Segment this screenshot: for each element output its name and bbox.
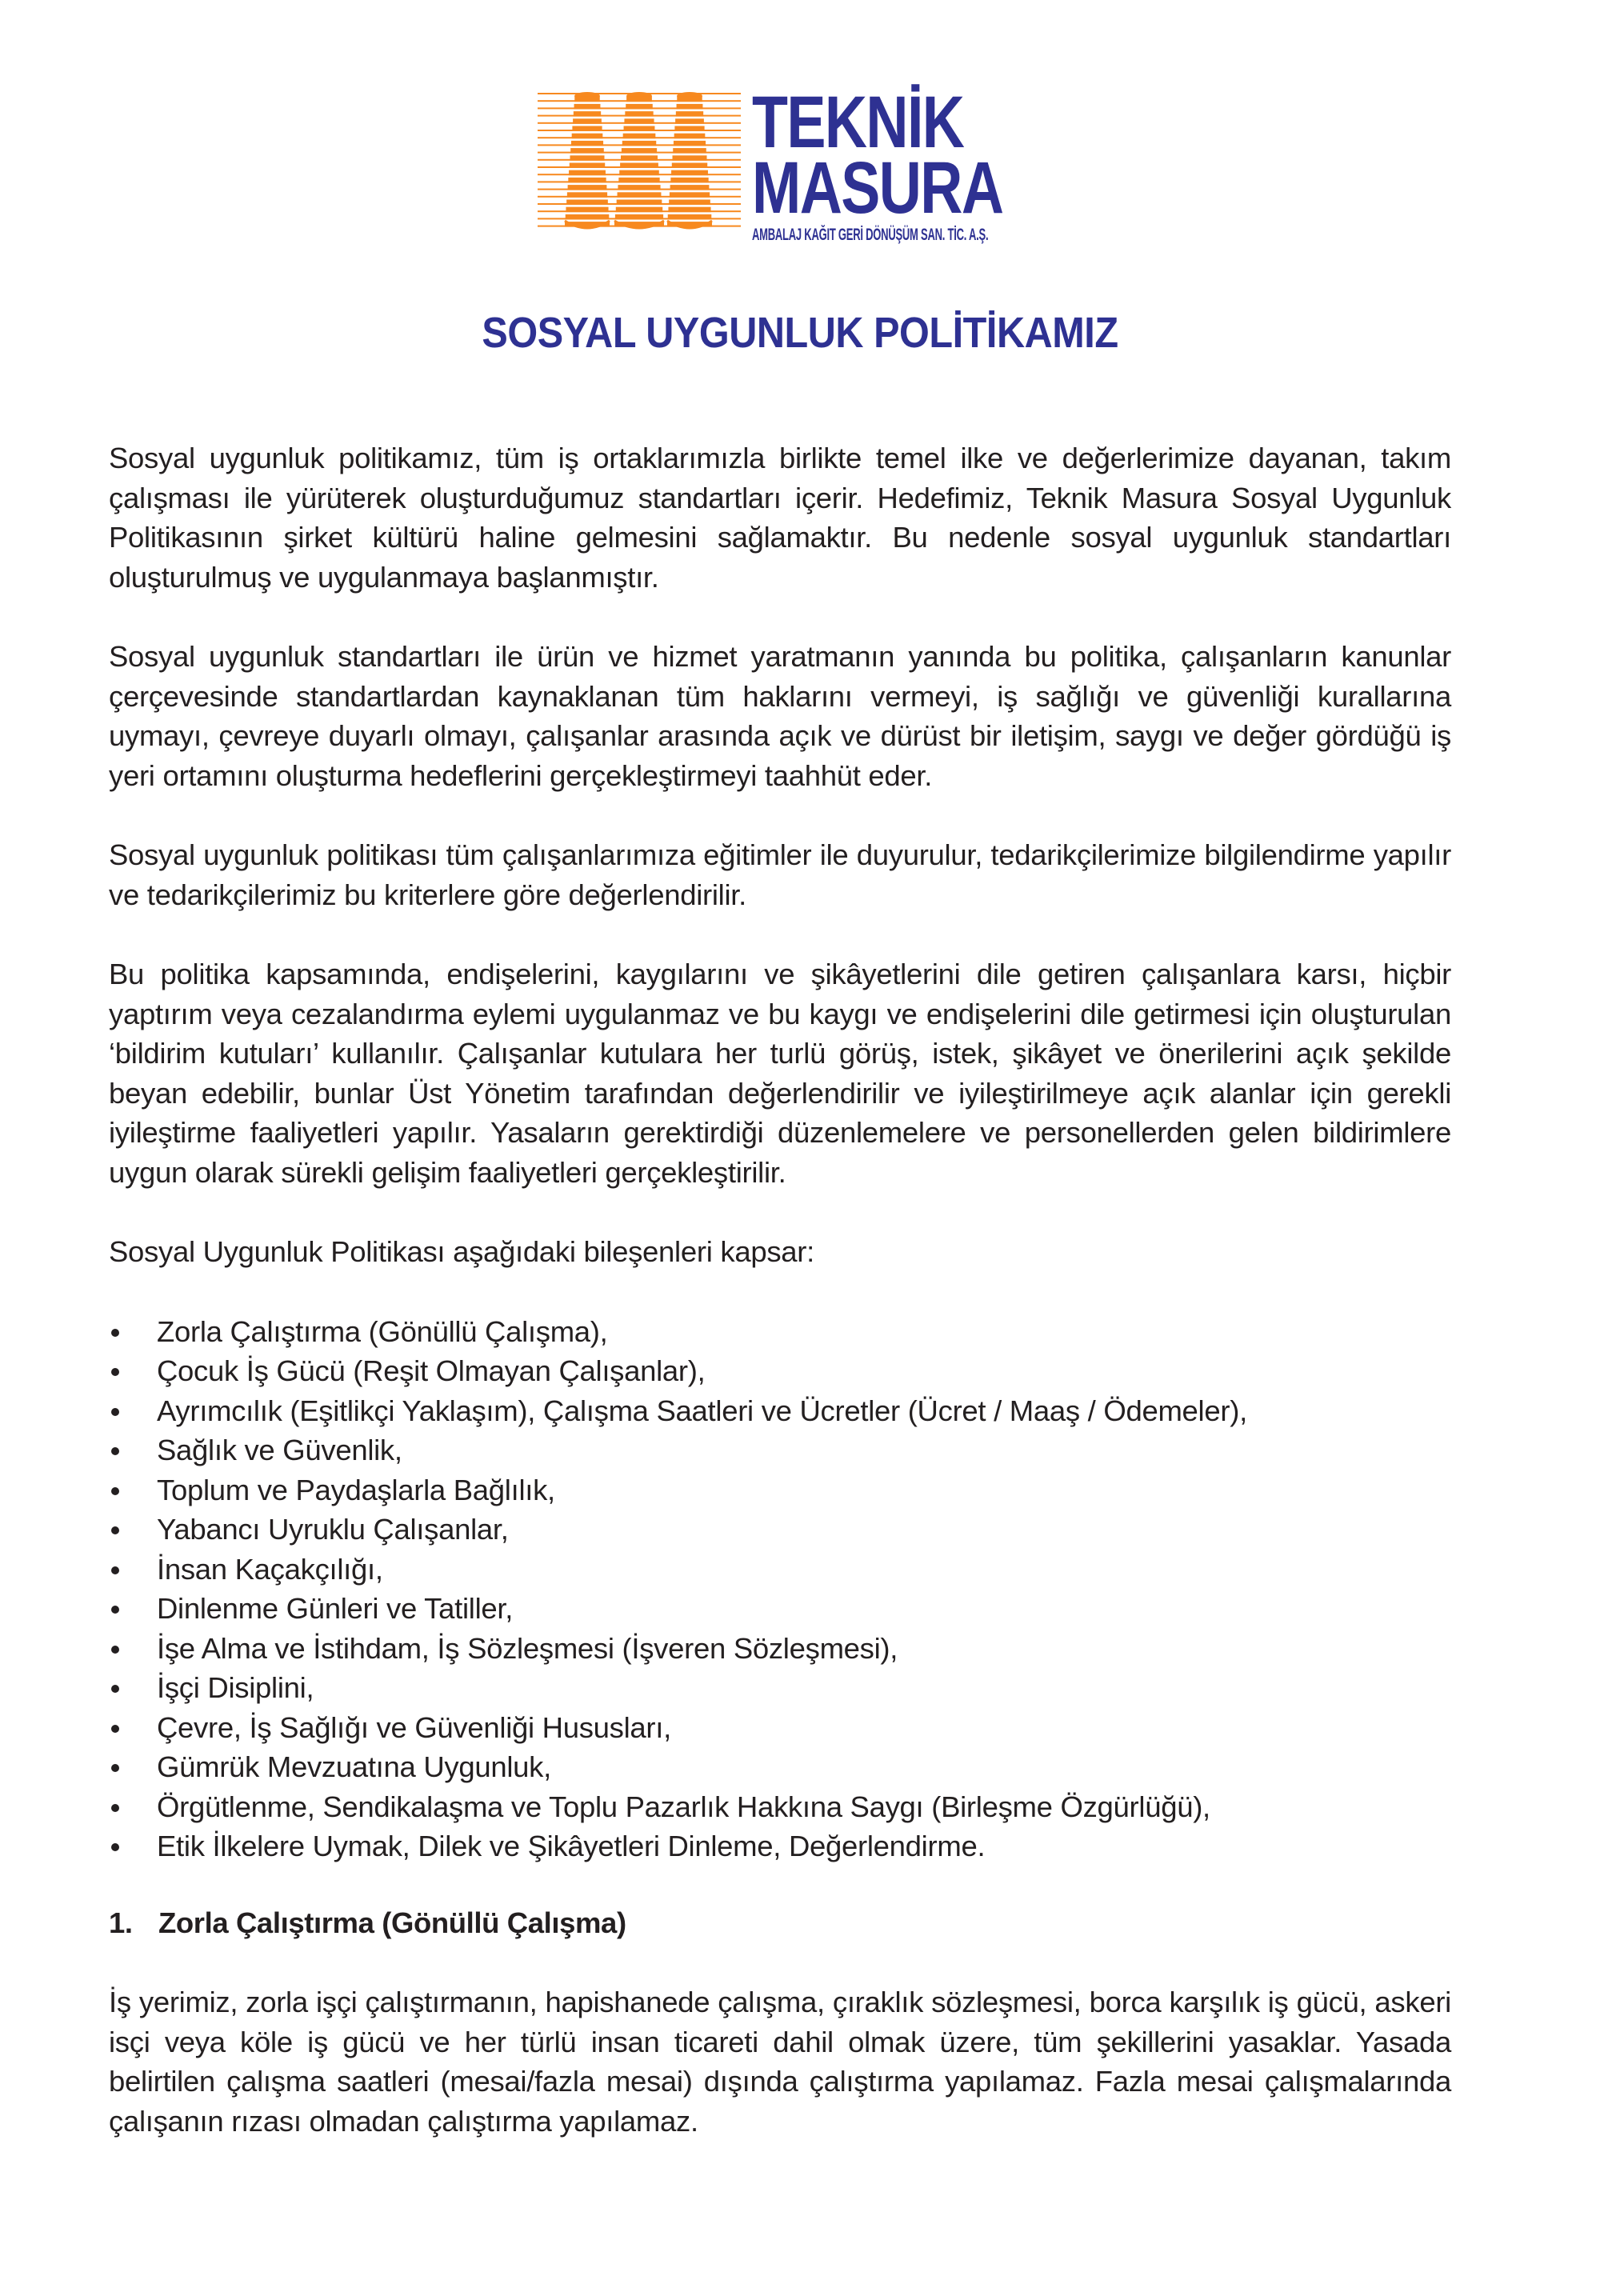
cone-band xyxy=(574,111,601,117)
cone-band xyxy=(569,170,606,176)
list-item xyxy=(109,1550,1451,1590)
bullet-icon xyxy=(111,1329,119,1337)
list-item-text: Etik İlkelere Uymak, Dilek ve Şikâyetleri Dinleme, Değerlendirme. xyxy=(157,1830,986,1862)
list-item-text: İnsan Kaçakçılığı, xyxy=(157,1552,383,1586)
bullet-icon xyxy=(111,1566,119,1574)
cone-band xyxy=(674,134,706,139)
cone-band xyxy=(669,200,710,206)
list-item xyxy=(109,1312,1451,1352)
bullet-icon xyxy=(111,1804,119,1812)
list-item xyxy=(109,1589,1451,1629)
cone-band xyxy=(675,118,704,124)
cone-band xyxy=(618,192,662,198)
cone-band xyxy=(677,97,702,102)
list-item-text: Örgütlenme, Sendikalaşma ve Toplu Pazarlık Hakkına Saygı (Birleşme Özgürlüğü), xyxy=(157,1790,1210,1823)
list-item-text: İşçi Disiplini, xyxy=(157,1671,314,1704)
logo-subtitle: AMBALAJ KAĞIT GERİ DÖNÜŞÜM SAN. TİC. A.Ş. xyxy=(752,226,989,244)
bullet-icon xyxy=(111,1368,119,1376)
commitment-paragraph: Sosyal uygunluk standartları ile ürün ve hizmet yaratmanın yanında bu politika, çalışanların kanunlar çerçevesinde standartlardan kaynaklanan tüm haklarını vermeyi, iş sağlığı ve güvenliği kurallarına uymayı, çevreye duyarlı olmayı, çalışanlar arasında açık ve dürüst bir iletişim, saygı ve değer gördüğü iş yeri ortamını oluşturma hedeflerini gerçekleştirmeyi taahhüt eder. xyxy=(109,640,1451,792)
list-item-text: Toplum ve Paydaşlarla Bağlılık, xyxy=(157,1473,555,1506)
list-item xyxy=(109,1629,1451,1669)
list-item xyxy=(109,1430,1451,1470)
list-item xyxy=(109,1391,1451,1431)
section-number: 1. xyxy=(109,1906,133,1939)
document-body xyxy=(109,438,1451,2181)
bullet-icon xyxy=(111,1725,119,1733)
list-item-text: Dinlenme Günleri ve Tatiller, xyxy=(157,1592,514,1625)
bullet-icon xyxy=(111,1843,119,1851)
list-item xyxy=(109,1351,1451,1391)
page-title: SOSYAL UYGUNLUK POLİTİKAMIZ xyxy=(482,309,1118,357)
cone-band xyxy=(670,178,708,183)
cone-band xyxy=(672,163,707,169)
section-body: İş yerimiz, zorla işçi çalıştırmanın, hapishanede çalışma, çıraklık sözleşmesi, borca karşılık iş gücü, askeri isçi veya köle iş gücü ve her türlü insan ticareti dahil olmak üzere, tüm şekillerini yasaklar. Yasada belirtilen çalışma saatleri (mesai/fazla mesai) dışında çalıştırma yapılamaz. Fazla mesai çalışmalarında çalışanın rızası olmadan çalıştırma yapılamaz. xyxy=(109,1986,1451,2138)
logo-line-1: TEKNİK xyxy=(752,82,964,163)
cone-band xyxy=(673,148,706,154)
cone-band xyxy=(573,118,602,124)
list-item xyxy=(109,1470,1451,1510)
bullet-icon xyxy=(111,1526,119,1534)
components-intro: Sosyal Uygunluk Politikası aşağıdaki bileşenleri kapsar: xyxy=(109,1235,814,1268)
section-title: Zorla Çalıştırma (Gönüllü Çalışma) xyxy=(158,1906,626,1939)
cone-band xyxy=(574,97,599,102)
cone-band xyxy=(574,104,601,110)
cone-band xyxy=(668,207,710,213)
list-item xyxy=(109,1708,1451,1748)
cone-band xyxy=(566,214,610,220)
bullet-icon xyxy=(111,1447,119,1455)
cone-band xyxy=(618,185,660,190)
list-item xyxy=(109,1787,1451,1827)
company-logo xyxy=(538,82,1050,244)
cone-band xyxy=(619,170,659,176)
cone-band xyxy=(673,155,707,161)
cone-band xyxy=(571,141,603,146)
list-item-text: Ayrımcılık (Eşitlikçi Yaklaşım), Çalışma Saatleri ve Ücretler (Ücret / Maaş / Ödemeler), xyxy=(157,1394,1247,1427)
cone-band xyxy=(570,163,605,169)
cone-band xyxy=(670,192,710,198)
list-item-text: Çevre, İş Sağlığı ve Güvenliği Hususları, xyxy=(157,1710,671,1744)
logo-wordmark xyxy=(752,82,1048,245)
cone-band xyxy=(671,170,708,176)
cone-band xyxy=(616,207,662,213)
cone-band xyxy=(566,200,608,206)
intro-paragraph: Sosyal uygunluk politikamız, tüm iş ortaklarımızla birlikte temel ilke ve değerlerimize dayanan, takım çalışması ile yürüterek oluşturduğumuz standartları içerir. Hedefimiz, Teknik Masura Sosyal Uygunluk Politikasının şirket kültürü haline gelmesini sağlamaktır. Bu nedenle sosyal uygunluk standartları oluşturulmuş ve uygulanmaya başlanmıştır. xyxy=(109,442,1451,594)
cone-band xyxy=(572,134,603,139)
list-item-text: Zorla Çalıştırma (Gönüllü Çalışma), xyxy=(157,1314,608,1348)
cone-band xyxy=(625,111,653,117)
components-list xyxy=(109,1312,1451,1866)
cone-band xyxy=(620,163,658,169)
cone-band xyxy=(618,178,659,183)
notification-boxes-paragraph: Bu politika kapsamında, endişelerini, kaygılarını ve şikâyetlerini dile getiren çalışanlara karsı, hiçbir yaptırım veya cezalandırma eylemi uygulanmaz ve bu kaygı ve endişelerini dile getirmesi için oluşturulan ‘bildirim kutuları’ kullanılır. Çalışanlar kutulara her turlü görüş, istek, şikâyet ve önerilerini açık şekilde beyan edebilir, bunlar Üst Yönetim tarafından değerlendirilir ve iyileştirilmeye açık alanlar için gerekli iyileştirme faaliyetleri yapılır. Yasaların gerektirdiği düzenlemelere ve personellerden gelen bildirimlere uygun olarak sürekli gelişim faaliyetleri gerçekleştirilir. xyxy=(109,958,1451,1189)
cone-band xyxy=(623,134,656,139)
cone-band xyxy=(570,148,604,154)
cone-band xyxy=(566,207,608,213)
section-heading xyxy=(109,1903,1451,1943)
cone-band xyxy=(668,214,712,220)
cone-band xyxy=(568,185,607,190)
cone-band xyxy=(617,200,662,206)
bullet-icon xyxy=(111,1764,119,1772)
cone-band xyxy=(624,126,655,132)
list-item xyxy=(109,1747,1451,1787)
cone-band xyxy=(670,185,710,190)
cone-band xyxy=(570,155,605,161)
bullet-icon xyxy=(111,1646,119,1654)
cone-band xyxy=(568,178,606,183)
cone-band xyxy=(626,97,652,102)
cone-band xyxy=(624,118,654,124)
bullet-icon xyxy=(111,1487,119,1495)
cone-band xyxy=(567,192,607,198)
list-item-text: Yabancı Uyruklu Çalışanlar, xyxy=(157,1513,509,1546)
list-item xyxy=(109,1826,1451,1866)
cone-band xyxy=(676,111,703,117)
cone-band xyxy=(674,141,706,146)
cone-band xyxy=(622,148,657,154)
list-item xyxy=(109,1668,1451,1708)
logo-mark-group xyxy=(538,92,741,228)
logo-line-2: MASURA xyxy=(752,147,1003,229)
cone-band xyxy=(622,141,656,146)
list-item-text: İşe Alma ve İstihdam, İş Sözleşmesi (İşveren Sözleşmesi), xyxy=(157,1631,898,1665)
list-item-text: Sağlık ve Güvenlik, xyxy=(157,1434,402,1466)
list-item xyxy=(109,1510,1451,1550)
training-paragraph: Sosyal uygunluk politikası tüm çalışanlarımıza eğitimler ile duyurulur, tedarikçilerimize bilgilendirme yapılır ve tedarikçilerimiz bu kriterlere göre değerlendirilir. xyxy=(109,838,1451,911)
list-item-text: Gümrük Mevzuatına Uygunluk, xyxy=(157,1750,551,1783)
paper-cone-spools-logo-icon xyxy=(538,90,741,230)
cone-band xyxy=(677,104,703,110)
list-item-text: Çocuk İş Gücü (Reşit Olmayan Çalışanlar), xyxy=(157,1354,706,1387)
bullet-icon xyxy=(111,1685,119,1693)
bullet-icon xyxy=(111,1408,119,1416)
cone-band xyxy=(626,104,653,110)
cone-band xyxy=(621,155,658,161)
cone-band xyxy=(674,126,704,132)
bullet-icon xyxy=(111,1606,119,1614)
cone-band xyxy=(572,126,602,132)
cone-band xyxy=(615,214,663,220)
